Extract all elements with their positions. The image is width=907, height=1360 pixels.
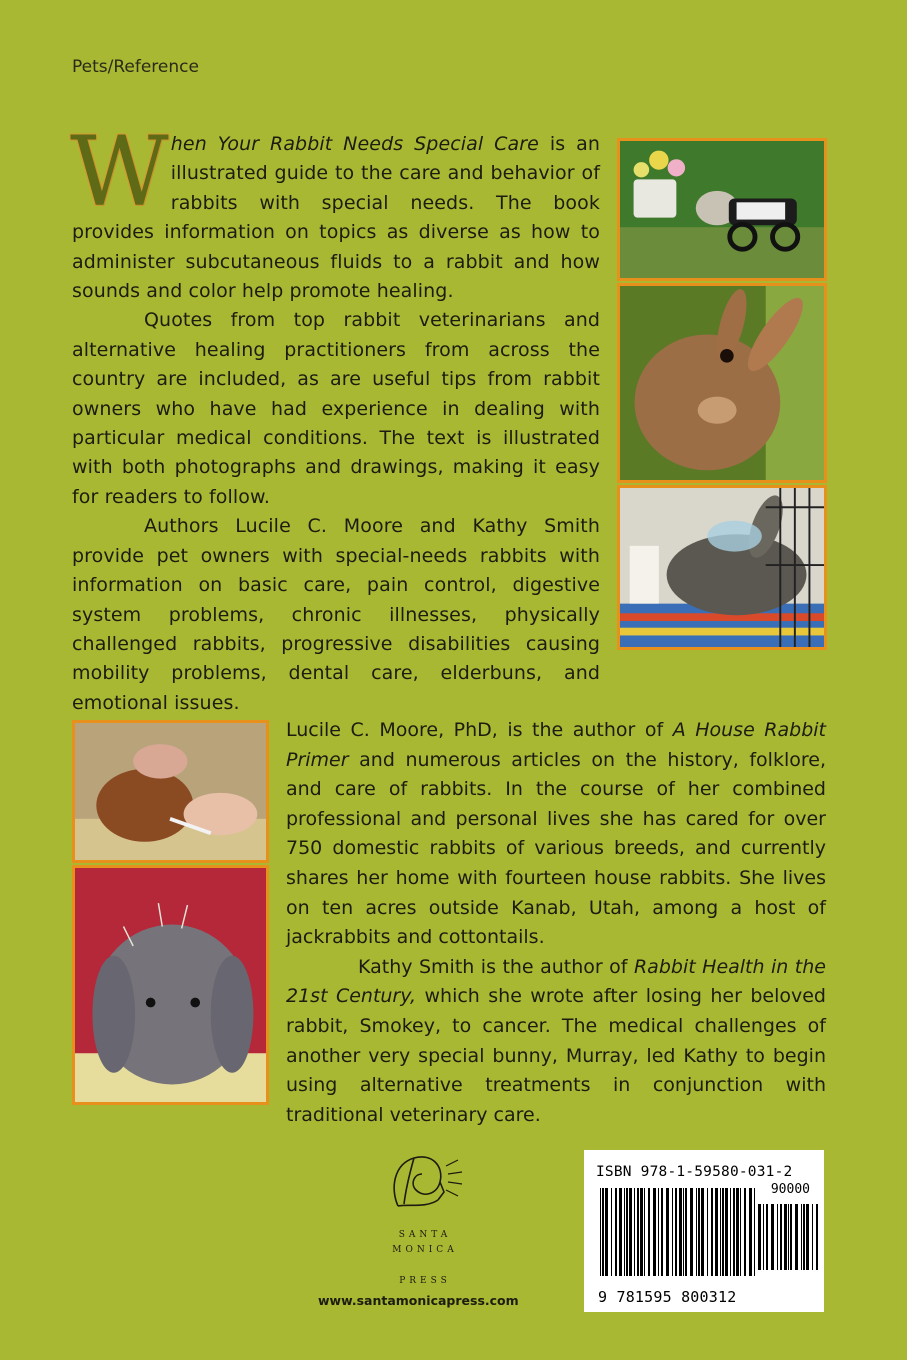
- publisher-website: www.santamonicapress.com: [318, 1293, 519, 1308]
- photo-lop-rabbit-acupuncture: [72, 865, 269, 1105]
- author-bio: [286, 716, 826, 1130]
- blurb-paragraph-1: When Your Rabbit Needs Special Care is an illustrated guide to the care and behavior of rabbits with special needs. The book provides information on topics as diverse as how to administer subcutaneous fluids to a rabbit and how sounds and color help promote healing.: [70, 116, 600, 303]
- book-title-rabbit-health: Rabbit Health in the 21st Century,: [286, 955, 826, 1008]
- bio-moore: Lucile C. Moore, PhD, is the author of A House Rabbit Primer and numerous articles on the history, folklore, and care of rabbits. In the course of her combined professional and personal lives she has cared for over 750 domestic rabbits of various breeds, and currently shares her home with fourteen house rabbits. She lives on ten acres outside Kanab, Utah, among a host of jackrabbits and cottontails.: [286, 719, 826, 949]
- blurb-paragraph-2: Quotes from top rabbit veterinarians and alternative healing practitioners from across the country are included, as are useful tips from rabbit owners who have had experience in dealing with particular medical conditions. The text is illustrated with both photographs and drawings, making it easy for readers to follow.: [72, 309, 600, 508]
- blurb-paragraph-3: Authors Lucile C. Moore and Kathy Smith provide pet owners with special-needs rabbits with information on basic care, pain control, digestive system problems, chronic illnesses, physically challenged rabbits, progressive disabilities causing mobility problems, dental care, elderbuns, and emotional issues.: [72, 515, 600, 714]
- book-title: hen Your Rabbit Needs Special Care: [170, 133, 539, 155]
- description-blurb: [70, 116, 600, 718]
- publisher-logo: [380, 1148, 470, 1287]
- drop-cap: W: [70, 116, 169, 228]
- shell-icon: [380, 1148, 470, 1218]
- price-code: 90000: [770, 1182, 810, 1197]
- category-label: Pets/Reference: [72, 57, 199, 77]
- barcode-digits: 9 781595 800312: [598, 1288, 737, 1306]
- photo-grey-rabbit-cage: [617, 485, 827, 650]
- barcode-addon-bars: [758, 1204, 820, 1270]
- photo-wheelchair-rabbit: [617, 138, 827, 281]
- bio-smith: Kathy Smith is the author of Rabbit Health in the 21st Century, which she wrote after losing her beloved rabbit, Smokey, to cancer. The medical challenges of another very special bunny, Murray, led Kathy to begin using alternative treatments in conjunction with traditional veterinary care.: [286, 955, 826, 1126]
- barcode-box: [584, 1150, 824, 1312]
- photo-syringe-feeding: [72, 720, 269, 863]
- barcode-bars: [600, 1188, 758, 1276]
- book-title-house-rabbit-primer: A House Rabbit Primer: [286, 719, 826, 771]
- publisher-word-santa: SANTA: [398, 1230, 452, 1240]
- publisher-word-monica: MONICA: [392, 1245, 458, 1255]
- photo-brown-rabbit-grass: [617, 283, 827, 483]
- isbn-text: ISBN 978-1-59580-031-2: [596, 1164, 793, 1180]
- publisher-word-press: PRESS: [399, 1276, 451, 1286]
